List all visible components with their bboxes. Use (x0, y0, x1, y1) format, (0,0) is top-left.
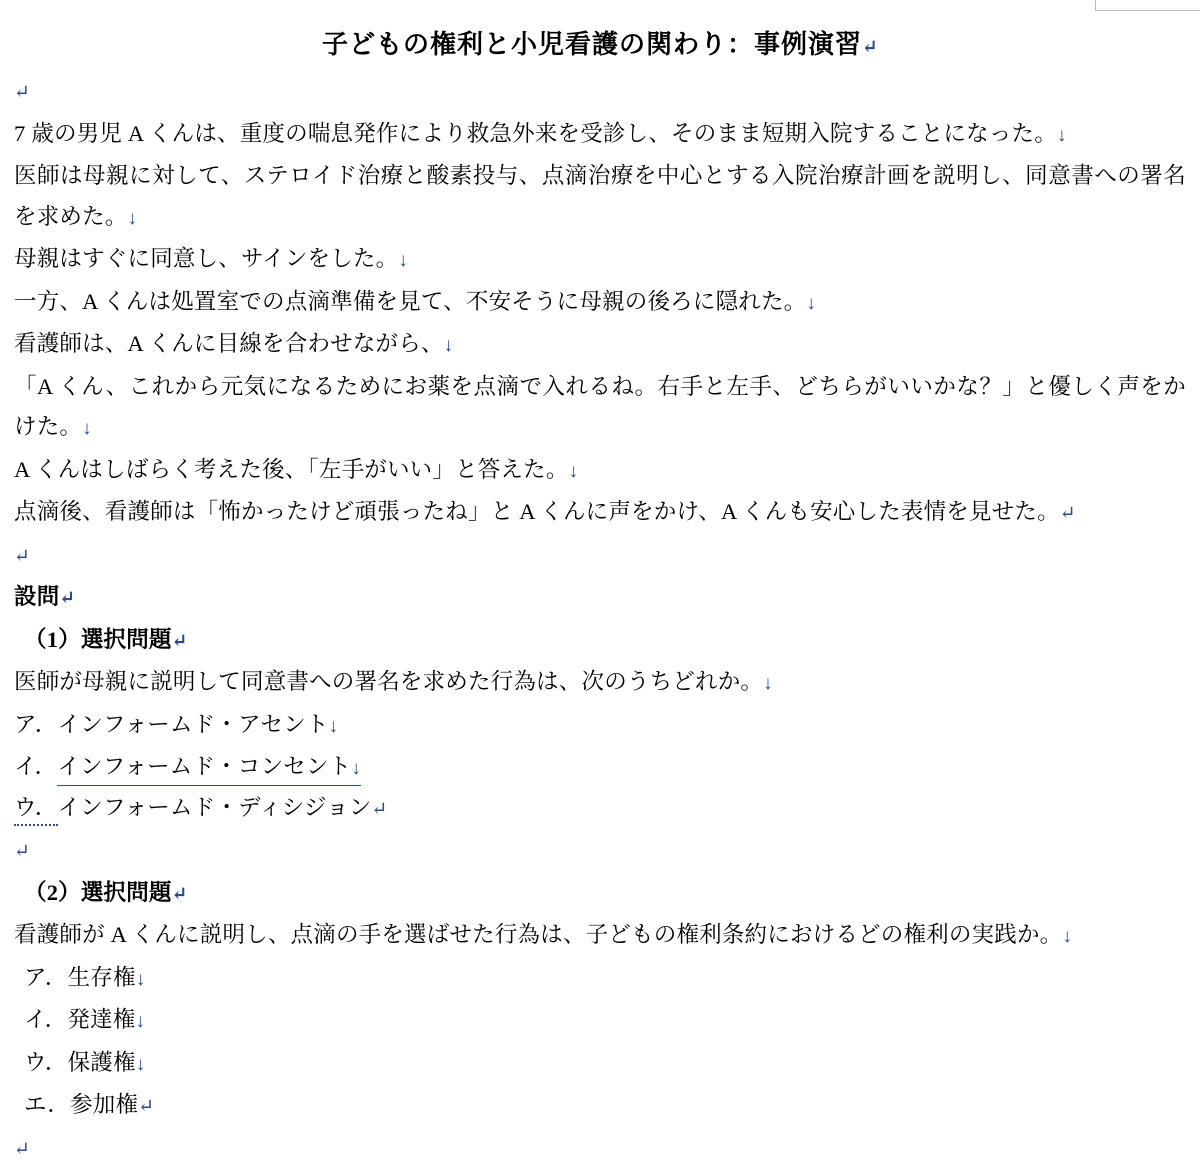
choice-key: イ． (24, 1007, 67, 1032)
paragraph-mark: ↓ (1057, 125, 1067, 146)
paragraph-text: 一方、A くんは処置室での点滴準備を見て、不安そうに母親の後ろに隠れた。 (14, 289, 806, 314)
paragraph-mark: ↓ (351, 758, 361, 779)
paragraph-text: 医師は母親に対して、ステロイド治療と酸素投与、点滴治療を中心とする入院治療計画を説明し、同意書への署名を求めた。 (14, 163, 1186, 229)
question-2-choice-a[interactable] (14, 958, 1186, 1001)
case-paragraph (14, 239, 1186, 282)
paragraph-mark: ↓ (136, 969, 146, 990)
question-1-stem-text: 医師が母親に説明して同意書への署名を求めた行為は、次のうちどれか。 (14, 669, 763, 694)
paragraph-mark: ↵ (59, 588, 75, 609)
page-title-text: 子どもの権利と小児看護の関わり：事例演習 (322, 30, 862, 59)
paragraph-text: 7 歳の男児 A くんは、重度の喘息発作により救急外来を受診し、そのまま短期入院することになった。 (14, 121, 1057, 146)
questions-heading (14, 577, 1186, 620)
paragraph-text: A くんはしばらく考えた後、「左手がいい」と答えた。 (14, 457, 569, 482)
question-1-stem (14, 662, 1186, 705)
paragraph-mark: ↵ (14, 841, 30, 862)
paragraph-mark: ↓ (763, 673, 773, 694)
case-paragraph (14, 114, 1186, 157)
choice-text: インフォームド・アセント (58, 712, 329, 737)
paragraph-mark: ↵ (14, 82, 30, 103)
question-2-stem (14, 915, 1186, 958)
case-paragraph (14, 367, 1186, 450)
paragraph-mark: ↵ (14, 546, 30, 567)
choice-key: イ． (14, 754, 57, 779)
paragraph-text: 看護師は、A くんに目線を合わせながら、 (14, 331, 444, 356)
question-2-label (14, 873, 1186, 916)
choice-key: ウ． (24, 1050, 68, 1075)
choice-key: エ． (24, 1092, 70, 1117)
paragraph-mark: ↓ (128, 208, 138, 229)
paragraph-mark: ↵ (862, 37, 878, 58)
case-paragraph (14, 492, 1186, 535)
question-2-label-text: （2）選択問題 (24, 880, 172, 905)
paragraph-mark: ↵ (371, 799, 387, 820)
paragraph-mark: ↓ (398, 250, 408, 271)
question-2-stem-text: 看護師が A くんに説明し、点滴の手を選ばせた行為は、子どもの権利条約におけるどの権利の実践か。 (14, 922, 1062, 947)
blank-line (14, 71, 1186, 114)
page-title (14, 22, 1186, 71)
question-1-choice-c[interactable] (14, 788, 1186, 831)
paragraph-mark: ↓ (82, 418, 92, 439)
choice-key: ア． (24, 965, 68, 990)
paragraph-mark: ↵ (1060, 503, 1076, 524)
case-paragraph (14, 156, 1186, 239)
paragraph-mark: ↓ (1062, 926, 1072, 947)
question-2-choice-d[interactable] (14, 1085, 1186, 1128)
paragraph-mark: ↓ (136, 1011, 146, 1032)
question-1-choice-a[interactable] (14, 705, 1186, 748)
document-end-line (14, 1128, 1186, 1170)
questions-heading-text: 設問 (14, 584, 59, 609)
paragraph-mark: ↓ (806, 293, 816, 314)
question-1-label (14, 620, 1186, 663)
case-paragraph (14, 450, 1186, 493)
paragraph-mark: ↓ (569, 461, 579, 482)
question-1-choice-b[interactable] (14, 747, 1186, 788)
case-paragraph (14, 282, 1186, 325)
choice-text: 発達権 (67, 1007, 135, 1032)
paragraph-mark: ↓ (136, 1054, 146, 1075)
question-2-choice-b[interactable] (14, 1000, 1186, 1043)
paragraph-text: 母親はすぐに同意し、サインをした。 (14, 246, 398, 271)
paragraph-text: 「A くん、これから元気になるためにお薬を点滴で入れるね。右手と左手、どちらがいいかな？」と優しく声をかけた。 (14, 374, 1186, 440)
paragraph-mark: ↵ (138, 1096, 154, 1117)
choice-key: ア． (14, 712, 58, 737)
choice-text: 生存権 (68, 965, 136, 990)
paragraph-text: 点滴後、看護師は「怖かったけど頑張ったね」と A くんに声をかけ、A くんも安心した表情を見せた。 (14, 499, 1060, 524)
paragraph-mark: ↵ (14, 1139, 30, 1160)
blank-line (14, 535, 1186, 578)
choice-text: 保護権 (68, 1050, 136, 1075)
choice-text: 参加権 (70, 1092, 138, 1117)
paragraph-mark: ↵ (172, 884, 188, 905)
paragraph-mark: ↓ (444, 335, 454, 356)
case-paragraph (14, 324, 1186, 367)
choice-text: インフォームド・ディシジョン (58, 795, 372, 820)
paragraph-mark: ↓ (329, 716, 339, 737)
choice-text: インフォームド・コンセント (57, 754, 351, 779)
choice-key: ウ． (14, 792, 58, 826)
question-1-label-text: （1）選択問題 (24, 627, 172, 652)
question-2-choice-c[interactable] (14, 1043, 1186, 1086)
paragraph-mark: ↵ (172, 631, 188, 652)
blank-line (14, 830, 1186, 873)
